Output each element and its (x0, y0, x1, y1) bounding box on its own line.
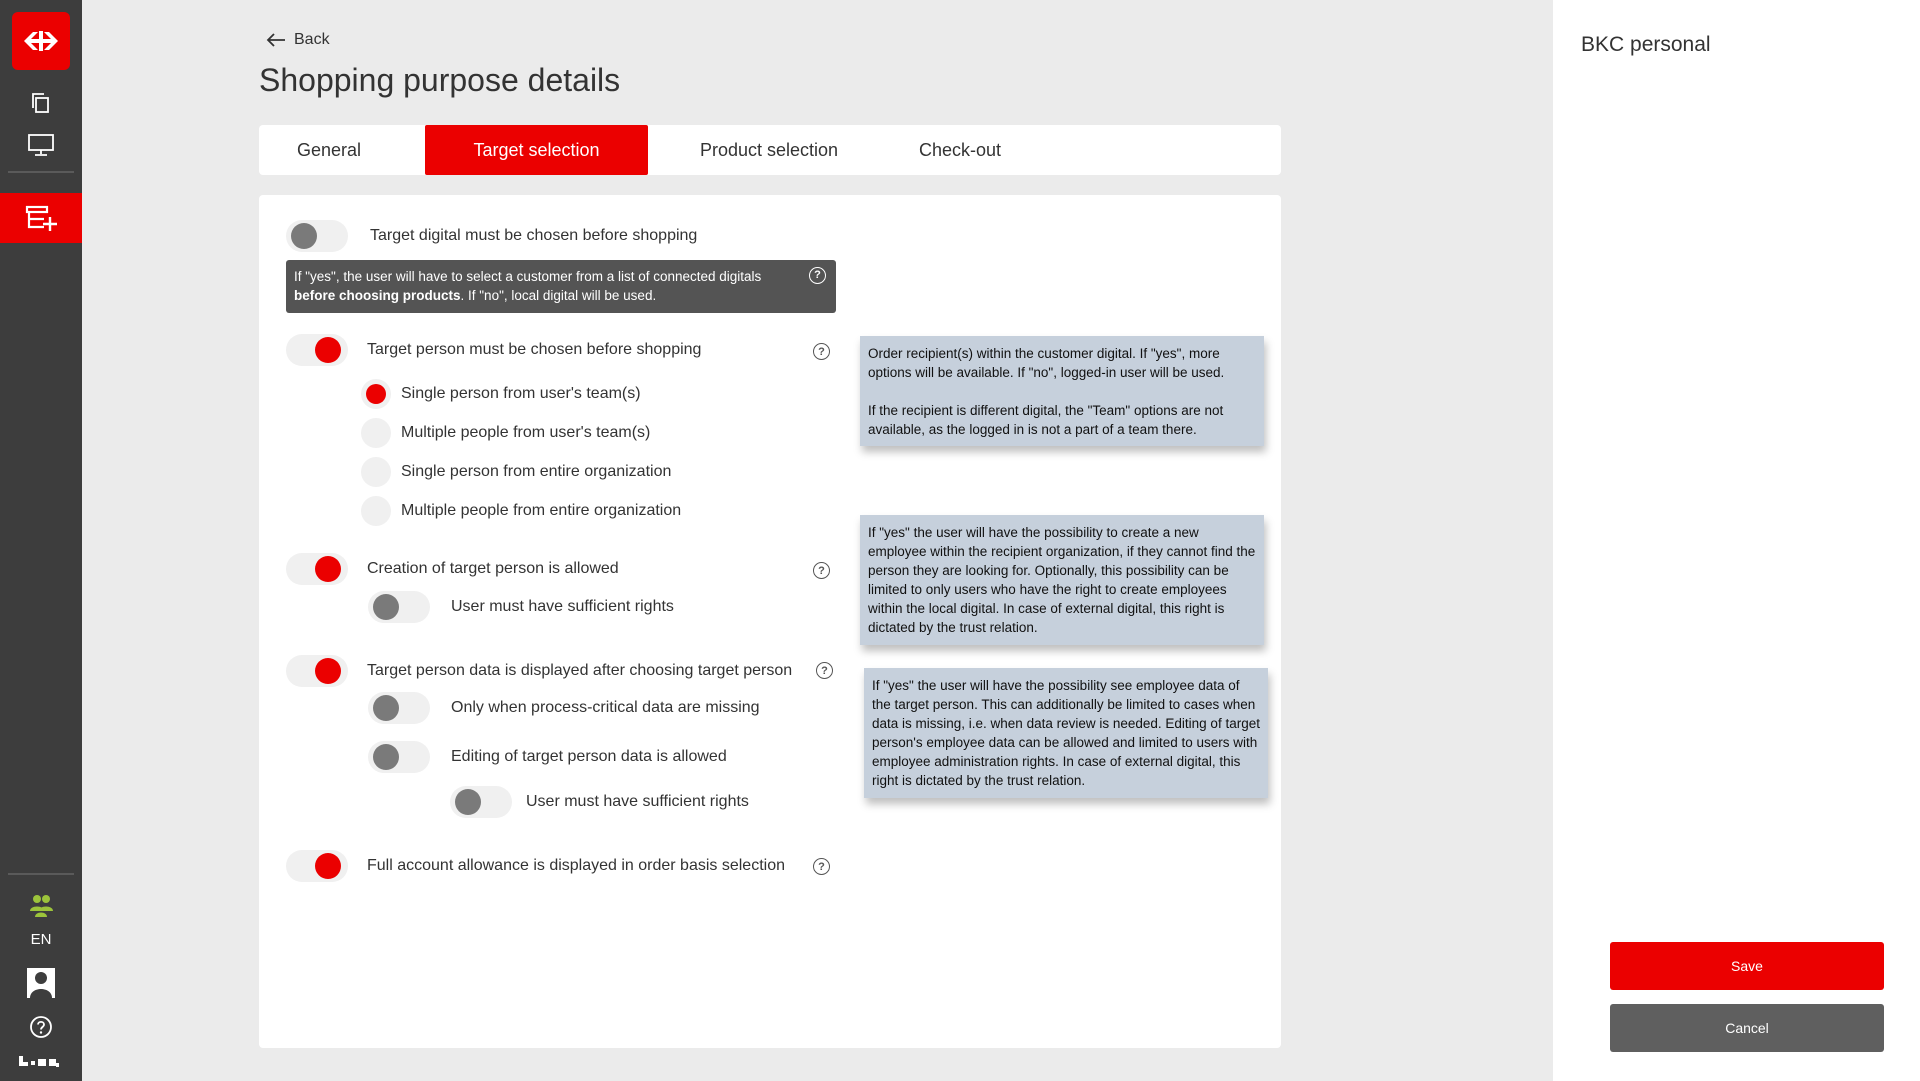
save-button[interactable]: Save (1610, 942, 1884, 990)
display-data-label: Target person data is displayed after choosing target person (367, 662, 793, 679)
display-data-toggle[interactable] (286, 655, 348, 687)
page-title: Shopping purpose details (259, 62, 621, 98)
help-icon[interactable]: ? (816, 662, 833, 679)
editing-toggle[interactable] (368, 741, 430, 773)
critical-data-toggle[interactable] (368, 692, 430, 724)
target-digital-toggle[interactable] (286, 220, 348, 252)
option-label: Single person from entire organization (401, 463, 672, 480)
critical-data-label: Only when process-critical data are missing (451, 699, 760, 716)
target-digital-note (286, 260, 836, 313)
option-label: Single person from user's team(s) (401, 385, 641, 402)
target-digital-label: Target digital must be chosen before shopping (370, 227, 698, 244)
option-label: Multiple people from entire organization (401, 502, 682, 519)
creation-label: Creation of target person is allowed (367, 560, 619, 577)
editing-label: Editing of target person data is allowed (451, 748, 727, 765)
help-icon[interactable]: ? (813, 858, 830, 875)
back-link[interactable] (266, 31, 330, 49)
logo-arrows-icon (18, 26, 64, 56)
creation-toggle[interactable] (286, 553, 348, 585)
note-text: If the recipient is different digital, the "Team" options are not available, as the logged in is not a part of a team there. (868, 403, 1224, 437)
creation-rights-toggle[interactable] (368, 591, 430, 623)
language-selector[interactable]: EN (30, 931, 52, 948)
radio-single-team[interactable] (361, 379, 391, 409)
shop-add-icon[interactable] (0, 193, 82, 243)
sidebar-divider (8, 873, 74, 875)
allowance-toggle[interactable] (286, 850, 348, 882)
back-label: Back (294, 31, 330, 48)
sidebar (0, 0, 82, 1081)
target-person-note (860, 336, 1264, 446)
copy-icon[interactable] (0, 83, 82, 123)
tab-product-selection[interactable]: Product selection (699, 139, 839, 160)
target-person-label: Target person must be chosen before shopping (367, 341, 702, 358)
editing-rights-toggle[interactable] (450, 786, 512, 818)
help-icon[interactable]: ? (809, 267, 826, 284)
cancel-button[interactable]: Cancel (1610, 1004, 1884, 1052)
avatar[interactable] (0, 963, 82, 1003)
target-person-toggle[interactable] (286, 334, 348, 366)
sidebar-divider (8, 171, 74, 173)
tab-general[interactable]: General (296, 139, 362, 160)
right-panel-title: BKC personal (1581, 33, 1711, 56)
note-text: If "yes" the user will have the possibility to create a new employee within the recipient organization, if they cannot find the person they are looking for. Optionally, this possibility can be limited to only users who have the right to create employees within the local digital. In case of external digital, this right is dictated by the trust relation. (868, 525, 1256, 635)
creation-note (860, 515, 1264, 645)
monitor-icon[interactable] (0, 125, 82, 165)
help-icon[interactable]: ? (813, 343, 830, 360)
tab-check-out[interactable]: Check-out (918, 139, 1002, 160)
note-text: . If "no", local digital will be used. (460, 288, 657, 303)
team-icon[interactable] (0, 885, 82, 925)
right-panel (1553, 0, 1920, 1081)
display-data-note (864, 668, 1268, 798)
tab-target-selection[interactable]: Target selection (425, 125, 648, 175)
creation-rights-label: User must have sufficient rights (451, 598, 674, 615)
radio-multiple-org[interactable] (361, 496, 391, 526)
radio-single-org[interactable] (361, 457, 391, 487)
radio-multiple-team[interactable] (361, 418, 391, 448)
arrow-left-icon (266, 33, 286, 47)
brand-mark-icon (0, 1040, 82, 1080)
note-text: If "yes" the user will have the possibility see employee data of the target person. This can additionally be limited to cases when data is missing, i.e. when data review is needed. Editing of target person's employee data can be allowed and limited to users with employee administration rights. In case of external digital, this right is dictated by the trust relation. (872, 678, 1260, 788)
note-text: Order recipient(s) within the customer digital. If "yes", more options will be available. If "no", logged-in user will be used. (868, 346, 1225, 380)
allowance-label: Full account allowance is displayed in order basis selection (367, 857, 785, 874)
sbb-logo[interactable] (12, 12, 70, 70)
tab-bar (259, 125, 1281, 175)
note-bold-text: before choosing products (294, 288, 461, 303)
note-text: If "yes", the user will have to select a customer from a list of connected digitals (294, 269, 762, 284)
help-icon[interactable]: ? (813, 562, 830, 579)
option-label: Multiple people from user's team(s) (401, 424, 651, 441)
editing-rights-label: User must have sufficient rights (526, 793, 749, 810)
